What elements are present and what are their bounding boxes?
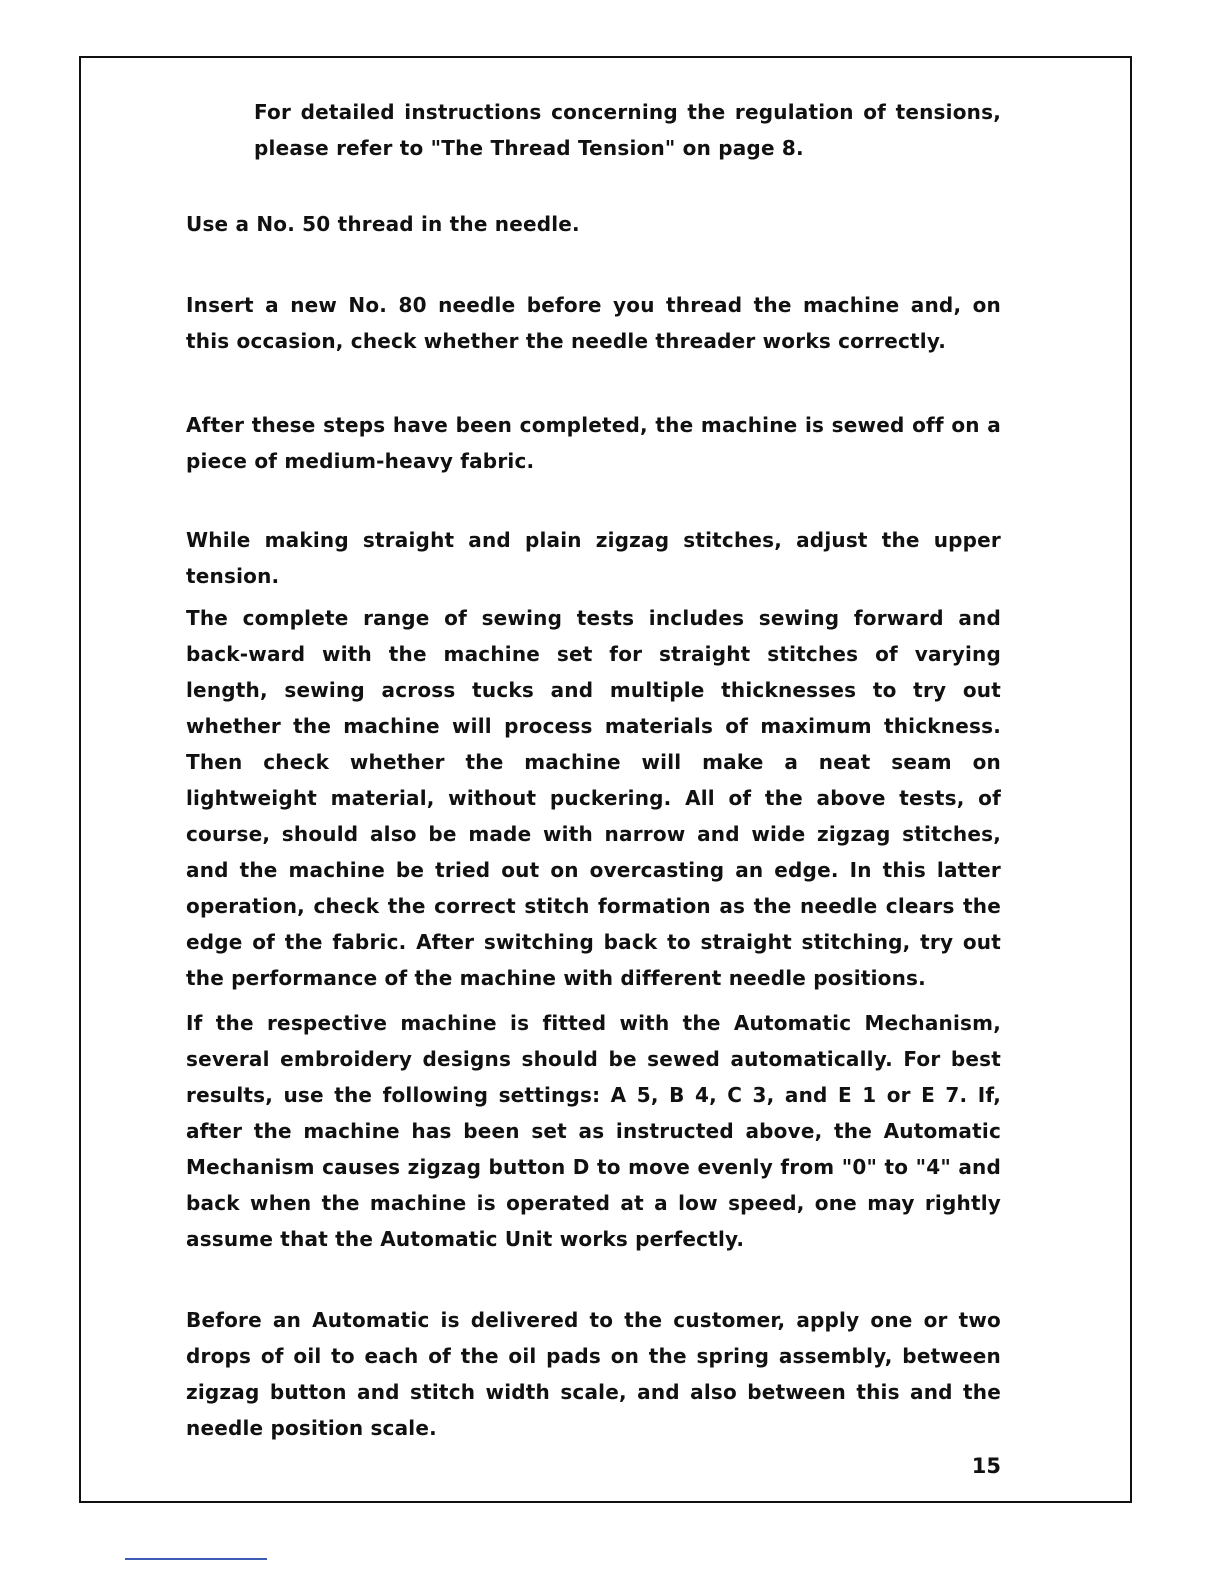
paragraph-upper-tension: While making straight and plain zigzag stitches, adjust the upper tension. (186, 528, 1001, 588)
paragraph-needle-insert: Insert a new No. 80 needle before you thread the machine and, on this occasion, check whether the needle threader works correctly. (186, 293, 1001, 353)
paragraph-oiling: Before an Automatic is delivered to the customer, apply one or two drops of oil to each of the oil pads on the spring assembly, between zigzag button and stitch width scale, and also between this and the needle position scale. (186, 1308, 1001, 1440)
paragraph-sewing-tests: The complete range of sewing tests includes sewing forward and back-ward with the machine set for straight stitches of varying length, sewing across tucks and multiple thicknesses to try out whether the machine will process materials of maximum thickness. Then check whether the machine will make a neat seam on lightweight material, without puckering. All of the above tests, of course, should also be made with narrow and wide zigzag stitches, and the machine be tried out on overcasting an edge. In this latter operation, check the correct stitch formation as the needle clears the edge of the fabric. After switching back to straight stitching, try out the performance of the machine with different needle positions. (186, 606, 1001, 990)
footer-rule (125, 1558, 267, 1560)
paragraph-automatic-mechanism: If the respective machine is fitted with the Automatic Mechanism, several embroidery designs should be sewed automatically. For best results, use the following settings: A 5, B 4, C 3, and E 1 or E 7. If, after the machine has been set as instructed above, the Automatic Mechanism causes zigzag button D to move evenly from "0" to "4" and back when the machine is operated at a low speed, one may rightly assume that the Automatic Unit works perfectly. (186, 1011, 1001, 1251)
paragraph-tension-reference: For detailed instructions concerning the regulation of tensions, please refer to "The Thread Tension" on page 8. (254, 100, 1001, 160)
paragraph-sew-off: After these steps have been completed, the machine is sewed off on a piece of medium-heavy fabric. (186, 413, 1001, 473)
page-number: 15 (971, 1454, 1001, 1478)
paragraph-thread-size: Use a No. 50 thread in the needle. (186, 212, 580, 236)
